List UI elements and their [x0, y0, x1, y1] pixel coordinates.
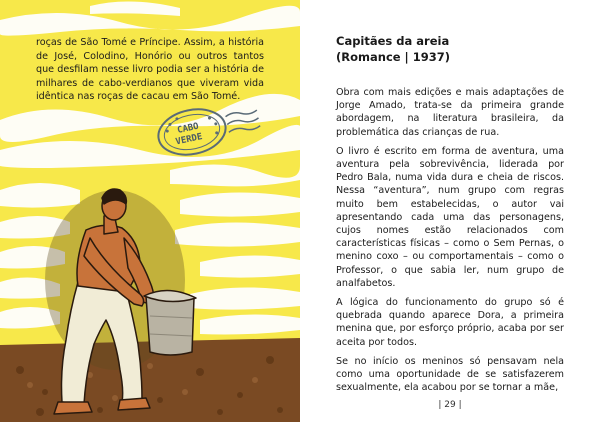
book-title [336, 33, 566, 65]
title-line-2: (Romance | 1937) [336, 50, 451, 64]
title-line-1: Capitães da areia [336, 34, 450, 48]
paragraph-3: A lógica do funcionamento do grupo só é quebrada quando aparece Dora, a primeira menina que, por esforço próprio, acaba por ser aceita por todos. [336, 297, 564, 348]
svg-text:CABO: CABO [176, 121, 200, 136]
paragraph-4: Se no início os meninos só pensavam nela como uma oportunidade de se satisfazerem sexualmente, ela acabou por se tornar a mãe, [336, 355, 564, 394]
page-number: | 29 | [438, 400, 462, 410]
body-text [336, 86, 564, 400]
left-paragraph: roças de São Tomé e Príncipe. Assim, a história de José, Colodino, Honório ou outros tantos que desfilam nesse livro podia ser a história de milhares de cabo-verdianos que viveram vida idêntica nas roças de cacau em São Tomé. [36, 37, 264, 103]
paragraph-1: Obra com mais edições e mais adaptações de Jorge Amado, trata-se da primeira grande abordagem, na literatura brasileira, da problemática das crianças de rua. [336, 87, 564, 138]
svg-text:VERDE: VERDE [174, 132, 204, 148]
paragraph-2: O livro é escrito em forma de aventura, uma aventura pela sobrevivência, liderada por Pedro Bala, numa vida dura e cheia de riscos. Nessa “aventura”, num grupo com regras muito bem estabelecidas, o autor vai apresentando cada uma das personagens, cujos nomes estão relacionados com características físicas – como o Sem Pernas, o menino coxo – ou comportamentais – como o Professor, o que sabia ler, num grupo de analfabetos. [336, 145, 564, 289]
right-page [300, 0, 600, 422]
